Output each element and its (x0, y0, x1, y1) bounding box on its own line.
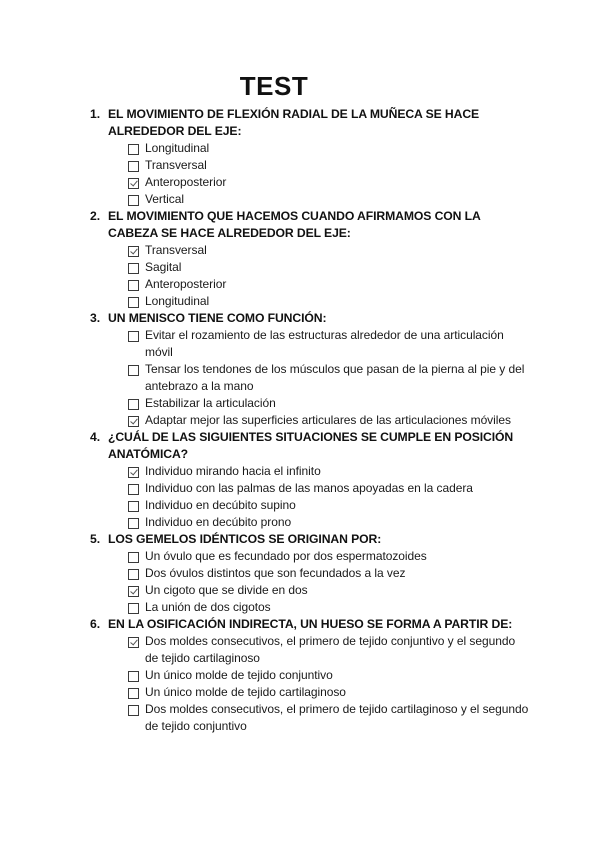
checkbox-unchecked-icon[interactable] (128, 297, 139, 308)
option-label: Transversal (145, 158, 207, 172)
option-list (128, 140, 530, 208)
option[interactable] (128, 293, 530, 310)
checkbox-unchecked-icon[interactable] (128, 671, 139, 682)
question-5 (90, 531, 530, 616)
checkbox-unchecked-icon[interactable] (128, 569, 139, 580)
question-number: 6. (90, 617, 101, 631)
option-label: Individuo con las palmas de las manos apoyadas en la cadera (145, 481, 473, 495)
checkbox-unchecked-icon[interactable] (128, 263, 139, 274)
option-label: Anteroposterior (145, 277, 227, 291)
question-text: EL MOVIMIENTO DE FLEXIÓN RADIAL DE LA MUÑECA SE HACE ALREDEDOR DEL EJE: (108, 107, 480, 138)
option[interactable] (128, 140, 530, 157)
option-label: Evitar el rozamiento de las estructuras alrededor de una articulación móvil (145, 328, 504, 359)
question-3 (90, 310, 530, 429)
option[interactable] (128, 565, 530, 582)
checkbox-unchecked-icon[interactable] (128, 705, 139, 716)
question-text: EL MOVIMIENTO QUE HACEMOS CUANDO AFIRMAMOS CON LA CABEZA SE HACE ALREDEDOR DEL EJE: (108, 209, 481, 240)
checkbox-unchecked-icon[interactable] (128, 484, 139, 495)
checkbox-unchecked-icon[interactable] (128, 688, 139, 699)
question-6 (90, 616, 530, 735)
question-text: EN LA OSIFICACIÓN INDIRECTA, UN HUESO SE FORMA A PARTIR DE: (108, 617, 513, 631)
option[interactable] (128, 242, 530, 259)
option[interactable] (128, 174, 530, 191)
option-label: Un único molde de tejido conjuntivo (145, 668, 333, 682)
option-label: Tensar los tendones de los músculos que pasan de la pierna al pie y del antebrazo a la mano (145, 362, 525, 393)
checkbox-unchecked-icon[interactable] (128, 195, 139, 206)
question-number: 2. (90, 209, 101, 223)
option[interactable] (128, 191, 530, 208)
checkbox-checked-icon[interactable] (128, 246, 139, 257)
option-label: Un cigoto que se divide en dos (145, 583, 308, 597)
option-list (128, 548, 530, 616)
option[interactable] (128, 157, 530, 174)
option[interactable] (128, 480, 530, 497)
option-label: Dos óvulos distintos que son fecundados a la vez (145, 566, 406, 580)
option[interactable] (128, 548, 530, 565)
option-label: Dos moldes consecutivos, el primero de tejido cartilaginoso y el segundo de tejido conjuntivo (145, 702, 529, 733)
checkbox-unchecked-icon[interactable] (128, 280, 139, 291)
option[interactable] (128, 463, 530, 480)
checkbox-checked-icon[interactable] (128, 586, 139, 597)
checkbox-unchecked-icon[interactable] (128, 518, 139, 529)
option-label: Adaptar mejor las superficies articulares de las articulaciones móviles (145, 413, 511, 427)
checkbox-unchecked-icon[interactable] (128, 399, 139, 410)
option[interactable] (128, 361, 530, 395)
option-label: Un óvulo que es fecundado por dos espermatozoides (145, 549, 427, 563)
question-number: 1. (90, 107, 101, 121)
option-label: Vertical (145, 192, 184, 206)
option-label: Longitudinal (145, 294, 210, 308)
page-title: TEST (239, 71, 309, 101)
question-number: 4. (90, 430, 101, 444)
option[interactable] (128, 514, 530, 531)
question-text: ¿CUÁL DE LAS SIGUIENTES SITUACIONES SE CUMPLE EN POSICIÓN ANATÓMICA? (108, 430, 514, 461)
option-label: Individuo en decúbito supino (145, 498, 296, 512)
question-text: LOS GEMELOS IDÉNTICOS SE ORIGINAN POR: (108, 532, 382, 546)
option[interactable] (128, 599, 530, 616)
checkbox-checked-icon[interactable] (128, 637, 139, 648)
option-list (128, 242, 530, 310)
option[interactable] (128, 667, 530, 684)
checkbox-unchecked-icon[interactable] (128, 161, 139, 172)
option[interactable] (128, 395, 530, 412)
checkbox-checked-icon[interactable] (128, 178, 139, 189)
question-number: 3. (90, 311, 101, 325)
option-list (128, 463, 530, 531)
question-2 (90, 208, 530, 310)
checkbox-unchecked-icon[interactable] (128, 365, 139, 376)
checkbox-unchecked-icon[interactable] (128, 501, 139, 512)
option-label: Estabilizar la articulación (145, 396, 276, 410)
checkbox-checked-icon[interactable] (128, 467, 139, 478)
checkbox-unchecked-icon[interactable] (128, 603, 139, 614)
checkbox-unchecked-icon[interactable] (128, 331, 139, 342)
option-label: Individuo mirando hacia el infinito (145, 464, 321, 478)
option-label: Longitudinal (145, 141, 210, 155)
checkbox-checked-icon[interactable] (128, 416, 139, 427)
option-list (128, 327, 530, 429)
question-1 (90, 106, 530, 208)
option-label: Anteroposterior (145, 175, 227, 189)
option[interactable] (128, 582, 530, 599)
question-4 (90, 429, 530, 531)
option-list (128, 633, 530, 735)
option[interactable] (128, 701, 530, 735)
option-label: Dos moldes consecutivos, el primero de tejido conjuntivo y el segundo de tejido cartilaginoso (145, 634, 516, 665)
option-label: Individuo en decúbito prono (145, 515, 292, 529)
option-label: Transversal (145, 243, 207, 257)
option[interactable] (128, 497, 530, 514)
question-list (90, 106, 530, 735)
option[interactable] (128, 684, 530, 701)
option[interactable] (128, 633, 530, 667)
checkbox-unchecked-icon[interactable] (128, 144, 139, 155)
question-text: UN MENISCO TIENE COMO FUNCIÓN: (108, 311, 327, 325)
option[interactable] (128, 259, 530, 276)
option-label: Un único molde de tejido cartilaginoso (145, 685, 346, 699)
question-number: 5. (90, 532, 101, 546)
checkbox-unchecked-icon[interactable] (128, 552, 139, 563)
option-label: Sagital (145, 260, 182, 274)
option[interactable] (128, 412, 530, 429)
option[interactable] (128, 276, 530, 293)
option[interactable] (128, 327, 530, 361)
option-label: La unión de dos cigotos (145, 600, 271, 614)
